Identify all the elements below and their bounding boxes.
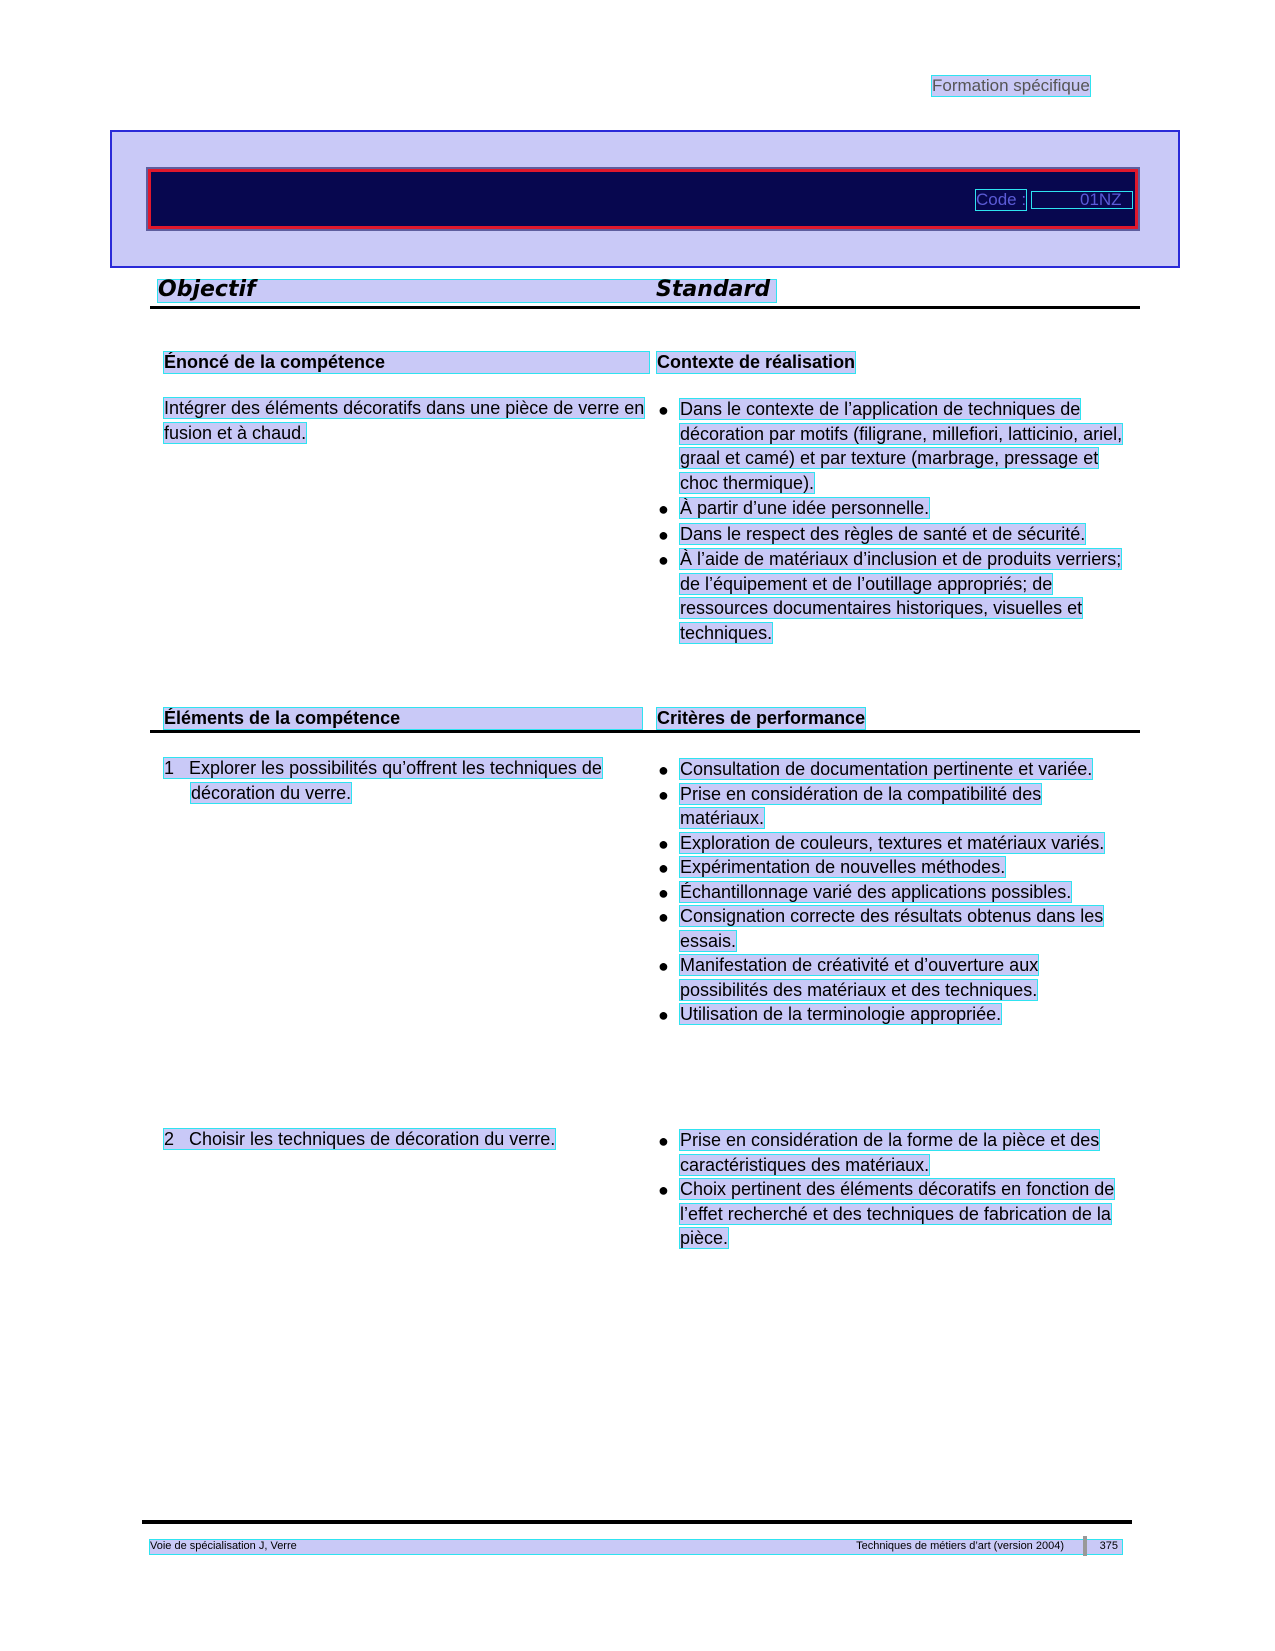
page-footer	[150, 1540, 1122, 1554]
bullet-icon: ●	[658, 524, 669, 545]
list-item: ● Consignation correcte des résultats obtenus dans les essais.	[658, 906, 1104, 951]
bullet-icon: ●	[658, 400, 669, 420]
list-item: ● Exploration de couleurs, textures et matériaux variés.	[657, 831, 1127, 856]
section-label: Formation spécifique	[932, 76, 1090, 95]
criteria-list	[657, 757, 1127, 1027]
bullet-icon: ●	[658, 1180, 669, 1200]
footer-right-text: Techniques de métiers d’art (version 2004)	[856, 1540, 1064, 1552]
element-item	[164, 756, 671, 805]
bullet-icon: ●	[658, 499, 669, 519]
list-item: ● Prise en considération de la forme de la pièce et des caractéristiques des matériaux.	[658, 1130, 1100, 1175]
bullet-icon: ●	[658, 907, 669, 927]
bullet-icon: ●	[658, 1131, 669, 1151]
list-item: ● À l’aide de matériaux d’inclusion et de produits verriers; de l’équipement et de l’outillage appropriés; de ressources documentaires historiques, visuelles et techniques.	[658, 549, 1122, 643]
contexte-list	[657, 397, 1127, 646]
bullet-icon: ●	[658, 833, 669, 854]
divider	[150, 306, 1140, 309]
bullet-icon: ●	[658, 956, 669, 976]
list-item: ● Dans le contexte de l’application de techniques de décoration par motifs (filigrane, millefiori, latticinio, ariel, graal et camé) et par texture (marbrage, pressage et choc thermique).	[658, 399, 1123, 493]
list-item: ● Utilisation de la terminologie appropriée.	[657, 1002, 1127, 1027]
element-text: Explorer les possibilités qu’offrent les techniques de décoration du verre.	[189, 758, 602, 803]
list-item: ● Prise en considération de la compatibilité des matériaux.	[658, 783, 1042, 828]
footer-left-text: Voie de spécialisation J, Verre	[150, 1540, 297, 1552]
list-item: ● Manifestation de créativité et d’ouverture aux possibilités des matériaux et des techniques.	[658, 955, 1039, 1000]
elements-title: Éléments de la compétence	[164, 708, 642, 729]
bullet-icon: ●	[658, 784, 669, 805]
criteria-list	[657, 1128, 1127, 1251]
bullet-icon: ●	[658, 858, 669, 878]
enonce-title: Énoncé de la compétence	[164, 352, 649, 373]
page-number: 375	[1099, 1540, 1118, 1552]
list-item: ● Dans le respect des règles de santé et de sécurité.	[657, 522, 1127, 547]
column-heading-standard: Standard	[656, 277, 771, 302]
footer-divider	[142, 1520, 1132, 1524]
element-number: 2	[164, 1129, 175, 1149]
code-label: Code :	[976, 190, 1027, 209]
bullet-icon: ●	[658, 882, 669, 903]
list-item: ● Consultation de documentation pertinente et variée.	[657, 757, 1127, 782]
element-item	[164, 1127, 671, 1152]
footer-separator	[1083, 1536, 1087, 1556]
enonce-text: Intégrer des éléments décoratifs dans une pièce de verre en fusion et à chaud.	[164, 398, 645, 443]
column-heading-objectif: Objectif	[158, 277, 256, 302]
element-text: Choisir les techniques de décoration du verre.	[189, 1129, 556, 1149]
criteres-title: Critères de performance	[657, 708, 866, 728]
contexte-title: Contexte de réalisation	[657, 352, 856, 372]
bullet-icon: ●	[658, 1005, 669, 1025]
bullet-icon: ●	[658, 760, 669, 780]
code-value: 01NZ	[1080, 190, 1122, 209]
list-item: ● Choix pertinent des éléments décoratifs en fonction de l’effet recherché et des techniques de fabrication de la pièce.	[658, 1179, 1115, 1248]
list-item: ● Expérimentation de nouvelles méthodes.	[657, 855, 1127, 880]
divider	[150, 730, 1140, 733]
bullet-icon: ●	[658, 550, 669, 570]
element-number: 1	[164, 758, 175, 778]
list-item: ● À partir d’une idée personnelle.	[657, 496, 1127, 521]
list-item: ● Échantillonnage varié des applications possibles.	[657, 880, 1127, 905]
